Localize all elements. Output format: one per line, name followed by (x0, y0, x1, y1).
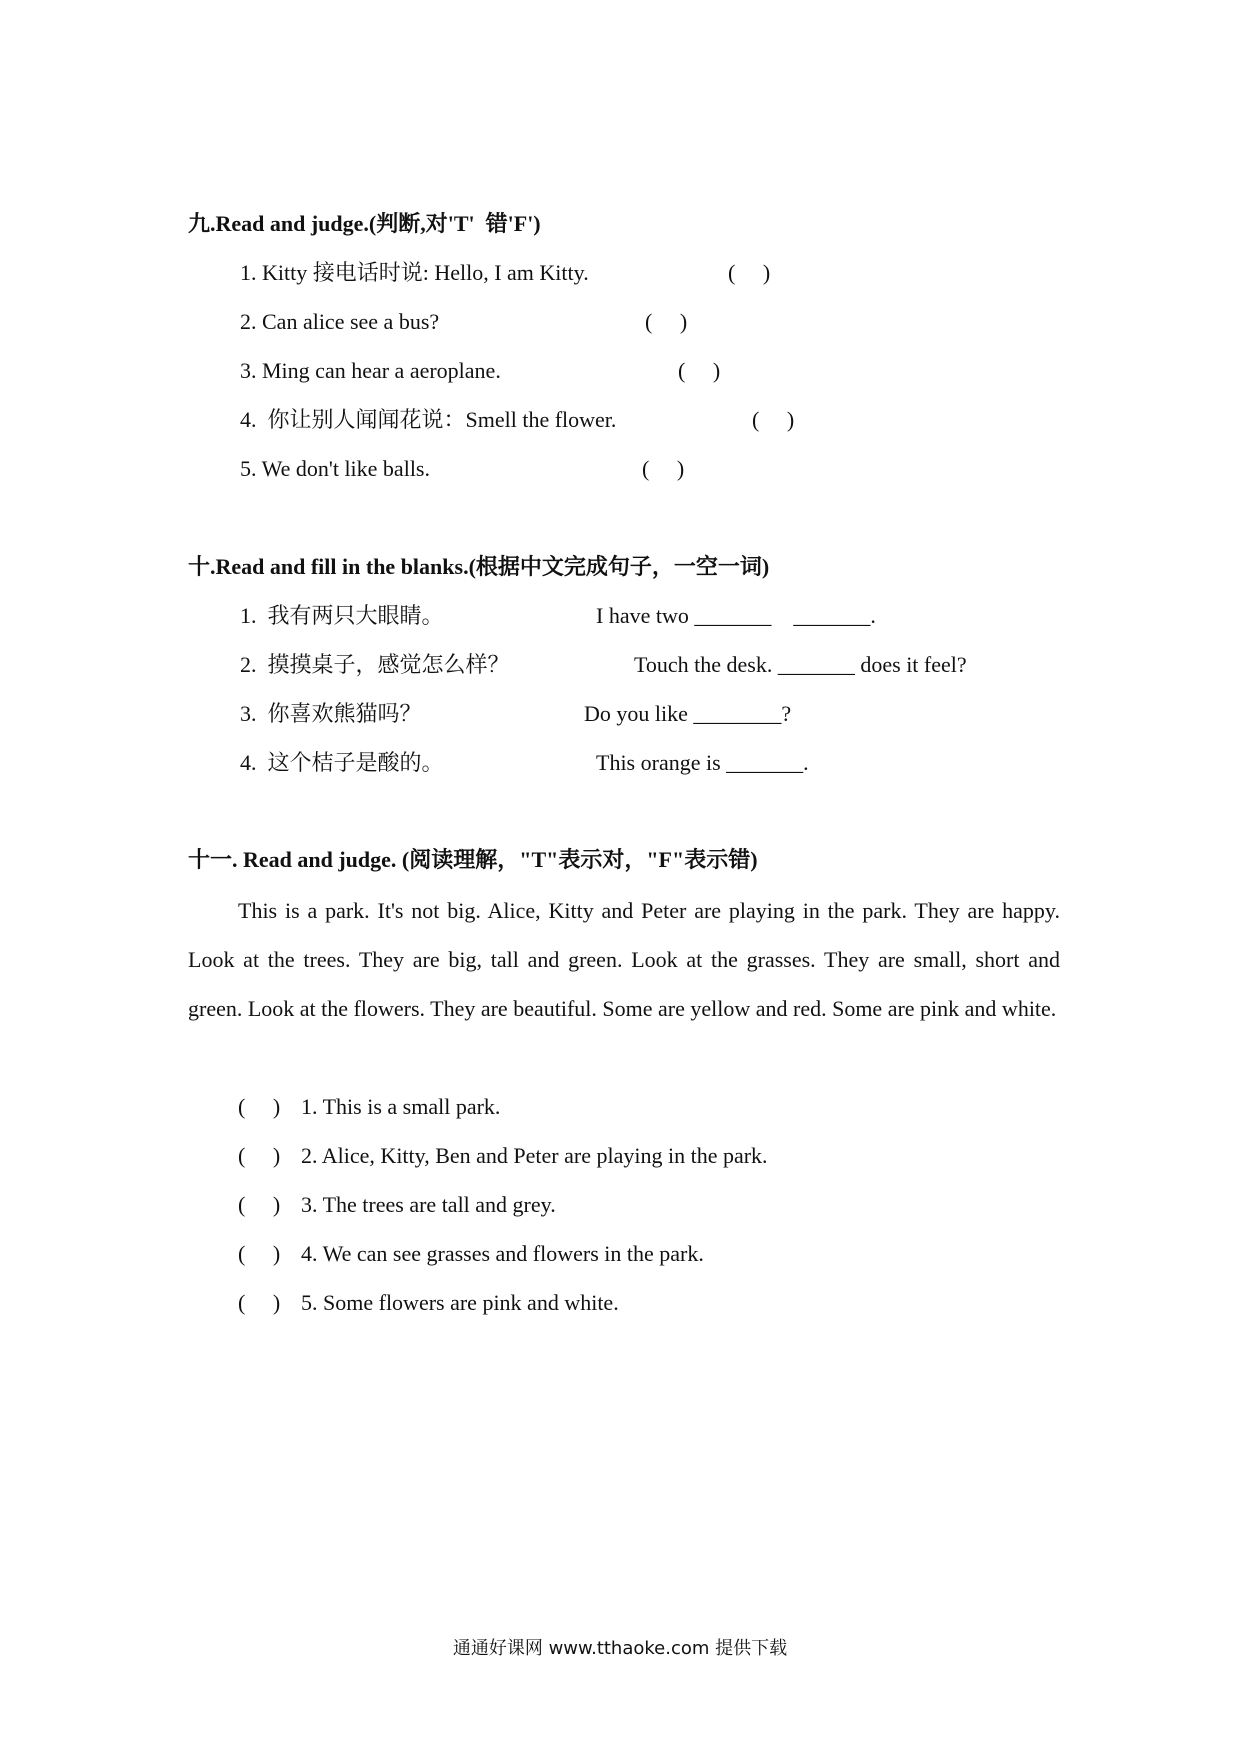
s9-item-3-blank: ( ) (678, 358, 721, 383)
s11-item-1-text: 1. This is a small park. (301, 1094, 501, 1119)
section-9-heading: 九.Read and judge.(判断,对'T' 错'F') (188, 211, 541, 236)
page-footer: 通通好课网 www.tthaoke.com 提供下载 (452, 1638, 788, 1659)
s11-item-3-blank: ( ) (238, 1192, 281, 1217)
s10-item-1-english: I have two _______ _______. (596, 603, 876, 628)
s10-item-2-chinese: 2. 摸摸桌子，感觉怎么样？ (240, 652, 510, 677)
s11-item-5-text: 5. Some flowers are pink and white. (301, 1290, 619, 1315)
s10-item-4-english: This orange is _______. (596, 750, 809, 775)
s10-item-4-chinese: 4. 这个桔子是酸的。 (240, 750, 444, 775)
s10-item-3-english: Do you like ________? (584, 701, 792, 726)
s9-item-2-blank: ( ) (645, 309, 688, 334)
s11-item-4-blank: ( ) (238, 1241, 281, 1266)
s11-item-1-blank: ( ) (238, 1094, 281, 1119)
s9-item-1-blank: ( ) (728, 260, 771, 285)
s11-item-3-text: 3. The trees are tall and grey. (301, 1192, 556, 1217)
s10-item-3-chinese: 3. 你喜欢熊猫吗？ (240, 701, 422, 726)
s10-item-2-english: Touch the desk. _______ does it feel? (634, 652, 967, 677)
s9-item-5-text: 5. We don't like balls. (240, 456, 430, 481)
section-10-heading: 十.Read and fill in the blanks.(根据中文完成句子，一空一词) (188, 554, 770, 579)
section-11-heading: 十一. Read and judge. (阅读理解，"T"表示对，"F"表示错) (188, 847, 758, 872)
s9-item-3-text: 3. Ming can hear a aeroplane. (240, 358, 501, 383)
s9-item-5-blank: ( ) (642, 456, 685, 481)
s11-item-4-text: 4. We can see grasses and flowers in the park. (301, 1241, 704, 1266)
s9-item-4-text: 4. 你让别人闻闻花说：Smell the flower. (240, 407, 617, 432)
s11-item-2-text: 2. Alice, Kitty, Ben and Peter are playing in the park. (301, 1143, 768, 1168)
s10-item-1-chinese: 1. 我有两只大眼睛。 (240, 603, 444, 628)
s9-item-1-text: 1. Kitty 接电话时说: Hello, I am Kitty. (240, 260, 589, 285)
reading-passage: This is a park. It's not big. Alice, Kitty and Peter are playing in the park. They are happy. Look at the trees. They are big, tall and green. Look at the grasses. They are small, short and green. Look at the flowers. They are beautiful. Some are yellow and red. Some are pink and white. (188, 898, 1060, 1021)
s9-item-2-text: 2. Can alice see a bus? (240, 309, 440, 334)
s9-item-4-blank: ( ) (752, 407, 795, 432)
s11-item-5-blank: ( ) (238, 1290, 281, 1315)
s11-item-2-blank: ( ) (238, 1143, 281, 1168)
